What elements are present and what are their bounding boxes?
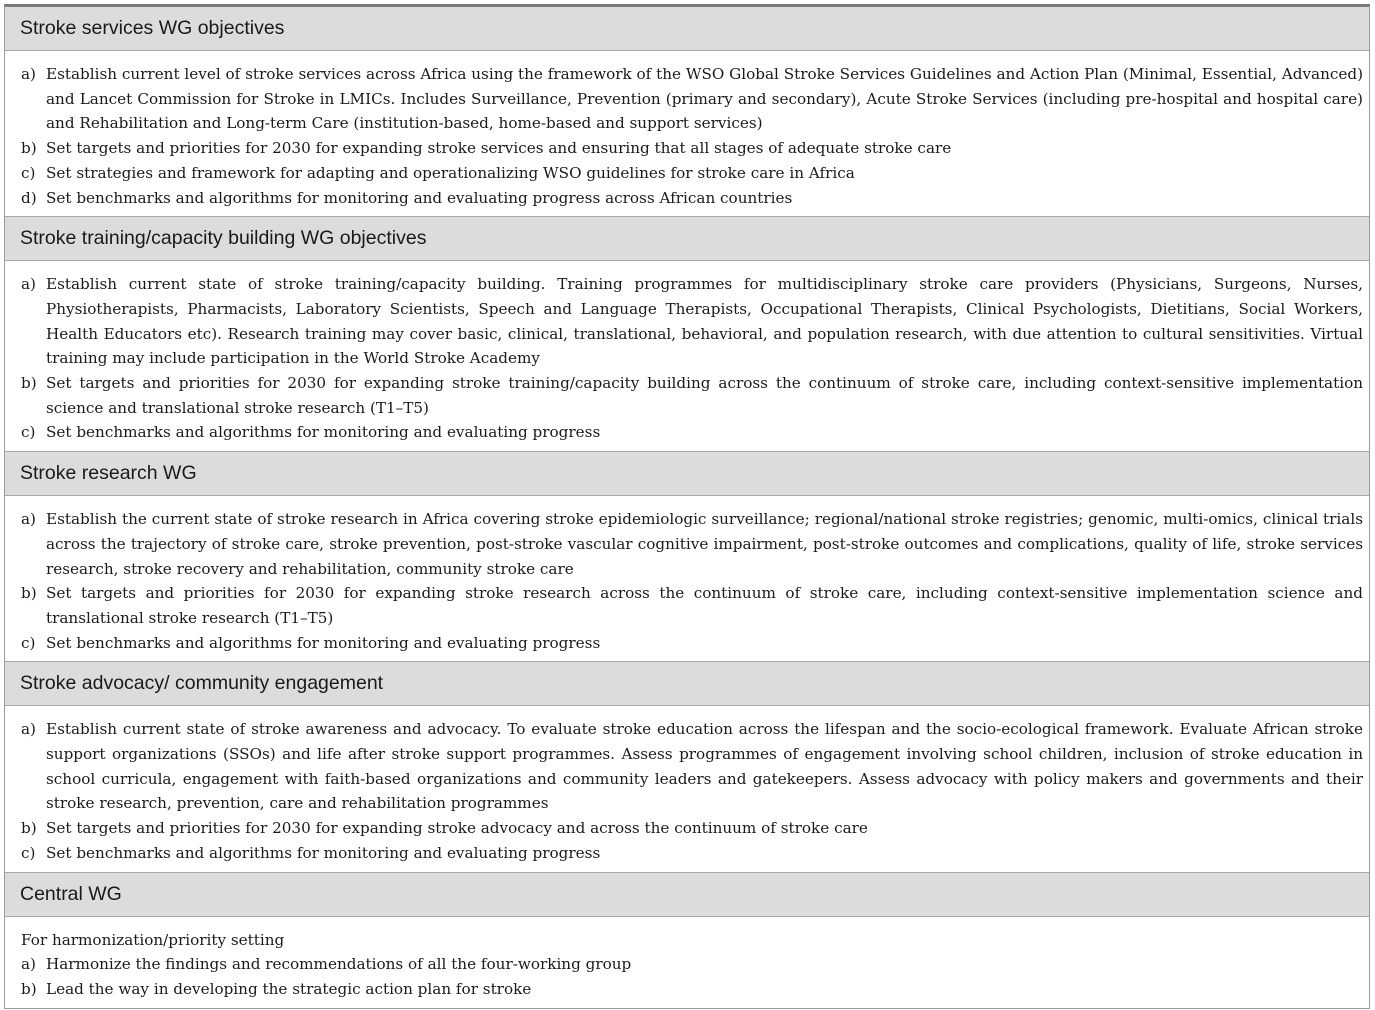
item-text: Establish current level of stroke services across Africa using the framework of the WSO Global Stroke Services Guidelines and Action Plan (Minimal, Essential, Advanced) and Lancet Commission for Stroke in LMICs. Includes Surveillance, Prevention (primary and secondary), Acute Stroke Services (including pre-hospital and hospital care) and Rehabilitation and Long-term Care (institution-based, home-based and support services) xyxy=(46,65,1363,133)
item-text: Establish the current state of stroke research in Africa covering stroke epidemiologic surveillance; regional/national stroke registries; genomic, multi-omics, clinical trials across the trajectory of stroke care, stroke prevention, post-stroke vascular cognitive impairment, post-stroke outcomes and complications, quality of life, stroke services research, stroke recovery and rehabilitation, community stroke care xyxy=(46,510,1363,578)
section-header: Central WG xyxy=(5,873,1369,917)
item-marker: c) xyxy=(21,633,36,652)
item-marker: c) xyxy=(21,843,36,862)
section-header: Stroke services WG objectives xyxy=(5,7,1369,51)
section-body xyxy=(5,917,1369,1008)
list-item xyxy=(21,371,1363,420)
item-text: Establish current state of stroke training/capacity building. Training programmes for multidisciplinary stroke care providers (Physicians, Surgeons, Nurses, Physiotherapists, Pharmacists, Laboratory Scientists, Speech and Language Therapists, Occupational Therapists, Clinical Psychologists, Dietitians, Social Workers, Health Educators etc). Research training may cover basic, clinical, translational, behavioral, and population research, with due attention to cultural sensitivities. Virtual training may include participation in the World Stroke Academy xyxy=(46,275,1363,368)
item-marker: c) xyxy=(21,423,36,442)
section-stroke-research xyxy=(5,452,1369,662)
section-header: Stroke training/capacity building WG objectives xyxy=(5,217,1369,261)
item-text: Set targets and priorities for 2030 for expanding stroke advocacy and across the continuum of stroke care xyxy=(46,819,868,838)
section-stroke-advocacy xyxy=(5,662,1369,872)
list-item xyxy=(21,581,1363,630)
list-item xyxy=(21,507,1363,581)
section-intro: For harmonization/priority setting xyxy=(21,930,285,949)
item-text: Harmonize the findings and recommendations of all the four-working group xyxy=(46,955,632,974)
item-text: Set benchmarks and algorithms for monitoring and evaluating progress xyxy=(46,423,601,442)
list-item xyxy=(21,420,1363,445)
section-body xyxy=(5,496,1369,662)
list-item xyxy=(21,272,1363,371)
list-item xyxy=(21,62,1363,136)
section-stroke-services xyxy=(5,7,1369,217)
item-text: Set benchmarks and algorithms for monitoring and evaluating progress xyxy=(46,633,601,652)
item-text: Set benchmarks and algorithms for monitoring and evaluating progress across African countries xyxy=(46,188,793,207)
list-item xyxy=(21,186,1363,211)
item-text: Set targets and priorities for 2030 for expanding stroke research across the continuum of stroke care, including context-sensitive implementation science and translational stroke research (T1–T5) xyxy=(46,584,1363,627)
item-marker: b) xyxy=(21,374,37,393)
item-marker: a) xyxy=(21,510,36,529)
item-marker: b) xyxy=(21,139,37,158)
item-marker: b) xyxy=(21,584,37,603)
section-body xyxy=(5,261,1369,452)
item-marker: d) xyxy=(21,188,37,207)
list-item xyxy=(21,816,1363,841)
section-body xyxy=(5,706,1369,872)
item-marker: a) xyxy=(21,275,36,294)
list-item xyxy=(21,717,1363,816)
item-marker: a) xyxy=(21,720,36,739)
list-item xyxy=(21,841,1363,866)
list-item xyxy=(21,631,1363,656)
item-marker: a) xyxy=(21,65,36,83)
section-stroke-training xyxy=(5,217,1369,452)
item-text: Set targets and priorities for 2030 for expanding stroke training/capacity building across the continuum of stroke care, including context-sensitive implementation science and translational stroke research (T1–T5) xyxy=(46,374,1363,417)
item-marker: c) xyxy=(21,163,36,182)
item-marker: a) xyxy=(21,955,36,974)
item-marker: b) xyxy=(21,819,37,838)
list-item xyxy=(21,977,1363,1002)
item-text: Set targets and priorities for 2030 for expanding stroke services and ensuring that all stages of adequate stroke care xyxy=(46,139,952,158)
list-item xyxy=(21,161,1363,186)
item-marker: b) xyxy=(21,979,37,998)
objectives-table xyxy=(4,4,1370,1009)
section-header: Stroke research WG xyxy=(5,452,1369,496)
list-item xyxy=(21,136,1363,161)
item-text: Set benchmarks and algorithms for monitoring and evaluating progress xyxy=(46,843,601,862)
item-text: Establish current state of stroke awareness and advocacy. To evaluate stroke education across the lifespan and the socio-ecological framework. Evaluate African stroke support organizations (SSOs) and life after stroke support programmes. Assess programmes of engagement involving school children, inclusion of stroke education in school curricula, engagement with faith-based organizations and community leaders and gatekeepers. Assess advocacy with policy makers and governments and their stroke research, prevention, care and rehabilitation programmes xyxy=(46,720,1363,813)
item-text: Set strategies and framework for adapting and operationalizing WSO guidelines for stroke care in Africa xyxy=(46,163,855,182)
section-central-wg xyxy=(5,873,1369,1008)
section-header: Stroke advocacy/ community engagement xyxy=(5,662,1369,706)
section-body xyxy=(5,51,1369,217)
list-item xyxy=(21,952,1363,977)
item-text: Lead the way in developing the strategic action plan for stroke xyxy=(46,979,532,998)
